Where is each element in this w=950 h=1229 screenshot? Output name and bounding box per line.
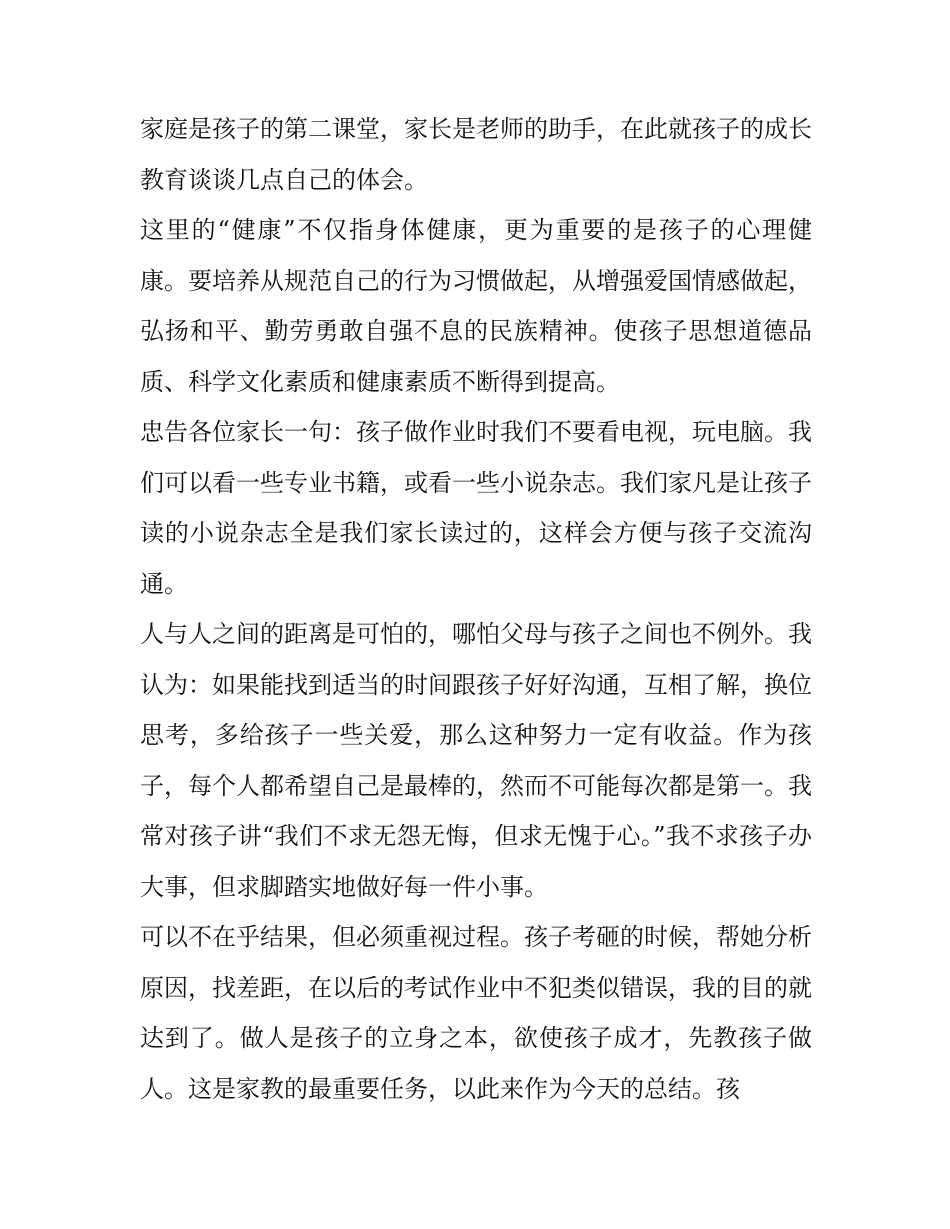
paragraph-communication: 人与人之间的距离是可怕的，哪怕父母与孩子之间也不例外。我认为：如果能找到适当的时间跟孩子好好沟通，互相了解，换位思考，多给孩子一些关爱，那么这种努力一定有收益。作为孩子，每个人都希望自己是最棒的，然而不可能每次都是第一。我常对孩子讲“我们不求无怨无悔，但求无愧于心。”我不求孩子办大事，但求脚踏实地做好每一件小事。 — [140, 620, 812, 901]
paragraph-intro: 家庭是孩子的第二课堂，家长是老师的助手，在此就孩子的成长教育谈谈几点自己的体会。 — [140, 115, 812, 194]
paragraph-advice: 忠告各位家长一句：孩子做作业时我们不要看电视，玩电脑。我们可以看一些专业书籍，或看一些小说杂志。我们家凡是让孩子读的小说杂志全是我们家长读过的，这样会方便与孩子交流沟通。 — [140, 418, 812, 598]
document-body — [140, 104, 812, 1114]
paragraph-health: 这里的“健康”不仅指身体健康，更为重要的是孩子的心理健康。要培养从规范自己的行为习惯做起，从增强爱国情感做起，弘扬和平、勤劳勇敢自强不息的民族精神。使孩子思想道德品质、科学文化素质和健康素质不断得到提高。 — [140, 216, 812, 396]
paragraph-process: 可以不在乎结果，但必须重视过程。孩子考砸的时候，帮她分析原因，找差距，在以后的考试作业中不犯类似错误，我的目的就达到了。做人是孩子的立身之本，欲使孩子成才，先教孩子做人。这是家教的最重要任务，以此来作为今天的总结。孩 — [140, 923, 812, 1103]
